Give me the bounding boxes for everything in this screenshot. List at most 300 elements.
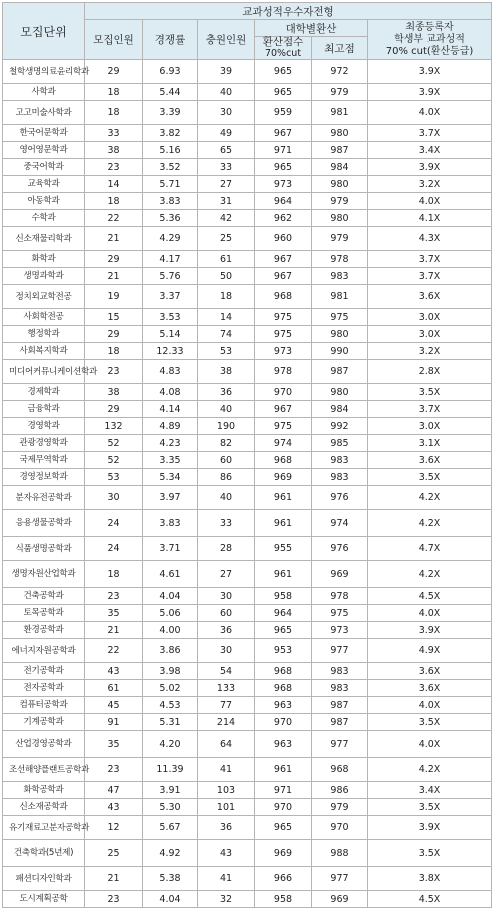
table-row bbox=[3, 435, 492, 452]
dept-cell: 에너지자원공학과 bbox=[3, 639, 85, 663]
max-score-cell: 981 bbox=[312, 101, 368, 125]
max-score-cell: 976 bbox=[312, 537, 368, 561]
dept-cell: 수학과 bbox=[3, 210, 85, 227]
table-row bbox=[3, 401, 492, 418]
grade-cell: 4.0X bbox=[368, 101, 492, 125]
filled-cell: 33 bbox=[198, 159, 255, 176]
conv-cut-cell: 965 bbox=[255, 622, 312, 639]
table-row bbox=[3, 537, 492, 561]
conv-cut-cell: 966 bbox=[255, 867, 312, 891]
grade-cell: 4.0X bbox=[368, 193, 492, 210]
table-row bbox=[3, 867, 492, 891]
header-conv-score bbox=[255, 37, 312, 60]
table-row bbox=[3, 799, 492, 816]
grade-cell: 3.9X bbox=[368, 84, 492, 101]
rate-cell: 4.61 bbox=[143, 561, 198, 588]
rate-cell: 4.29 bbox=[143, 227, 198, 251]
grade-cell: 3.7X bbox=[368, 125, 492, 142]
rate-cell: 4.23 bbox=[143, 435, 198, 452]
table-row bbox=[3, 510, 492, 537]
rate-cell: 5.34 bbox=[143, 469, 198, 486]
grade-cell: 4.9X bbox=[368, 639, 492, 663]
filled-cell: 41 bbox=[198, 758, 255, 782]
grade-cell: 3.5X bbox=[368, 714, 492, 731]
rate-cell: 6.93 bbox=[143, 60, 198, 84]
rate-cell: 4.92 bbox=[143, 840, 198, 867]
grade-cell: 3.7X bbox=[368, 268, 492, 285]
max-score-cell: 981 bbox=[312, 285, 368, 309]
rate-cell: 5.76 bbox=[143, 268, 198, 285]
conv-cut-cell: 975 bbox=[255, 418, 312, 435]
grade-cell: 3.7X bbox=[368, 251, 492, 268]
dept-cell: 식품생명공학과 bbox=[3, 537, 85, 561]
quota-cell: 38 bbox=[85, 384, 143, 401]
header-dept: 모집단위 bbox=[3, 3, 85, 60]
filled-cell: 31 bbox=[198, 193, 255, 210]
table-row bbox=[3, 891, 492, 908]
rate-cell: 3.39 bbox=[143, 101, 198, 125]
header-quota: 모집인원 bbox=[85, 20, 143, 60]
rate-cell: 3.71 bbox=[143, 537, 198, 561]
quota-cell: 18 bbox=[85, 561, 143, 588]
dept-cell: 응용생물공학과 bbox=[3, 510, 85, 537]
filled-cell: 64 bbox=[198, 731, 255, 758]
filled-cell: 30 bbox=[198, 639, 255, 663]
quota-cell: 35 bbox=[85, 731, 143, 758]
dept-cell: 중국어학과 bbox=[3, 159, 85, 176]
header-conv-70cut: 70%cut bbox=[264, 48, 302, 59]
filled-cell: 74 bbox=[198, 326, 255, 343]
header-final-line2: 학생부 교과성적 bbox=[394, 33, 465, 45]
table-row bbox=[3, 622, 492, 639]
quota-cell: 18 bbox=[85, 84, 143, 101]
dept-cell: 전자공학과 bbox=[3, 680, 85, 697]
table-row bbox=[3, 605, 492, 622]
max-score-cell: 974 bbox=[312, 510, 368, 537]
max-score-cell: 972 bbox=[312, 60, 368, 84]
rate-cell: 4.83 bbox=[143, 360, 198, 384]
dept-cell: 기계공학과 bbox=[3, 714, 85, 731]
conv-cut-cell: 962 bbox=[255, 210, 312, 227]
rate-cell: 5.02 bbox=[143, 680, 198, 697]
grade-cell: 3.5X bbox=[368, 384, 492, 401]
quota-cell: 23 bbox=[85, 159, 143, 176]
grade-cell: 4.2X bbox=[368, 561, 492, 588]
max-score-cell: 978 bbox=[312, 251, 368, 268]
rate-cell: 5.38 bbox=[143, 867, 198, 891]
max-score-cell: 983 bbox=[312, 469, 368, 486]
grade-cell: 3.6X bbox=[368, 452, 492, 469]
filled-cell: 82 bbox=[198, 435, 255, 452]
filled-cell: 50 bbox=[198, 268, 255, 285]
max-score-cell: 979 bbox=[312, 84, 368, 101]
filled-cell: 36 bbox=[198, 384, 255, 401]
grade-cell: 3.6X bbox=[368, 285, 492, 309]
rate-cell: 3.86 bbox=[143, 639, 198, 663]
conv-cut-cell: 961 bbox=[255, 486, 312, 510]
conv-cut-cell: 965 bbox=[255, 60, 312, 84]
table-row bbox=[3, 101, 492, 125]
filled-cell: 40 bbox=[198, 486, 255, 510]
quota-cell: 33 bbox=[85, 125, 143, 142]
quota-cell: 45 bbox=[85, 697, 143, 714]
header-group: 교과성적우수자전형 bbox=[85, 3, 492, 20]
grade-cell: 3.2X bbox=[368, 343, 492, 360]
max-score-cell: 979 bbox=[312, 799, 368, 816]
dept-cell: 아동학과 bbox=[3, 193, 85, 210]
filled-cell: 49 bbox=[198, 125, 255, 142]
rate-cell: 3.98 bbox=[143, 663, 198, 680]
max-score-cell: 992 bbox=[312, 418, 368, 435]
grade-cell: 4.1X bbox=[368, 210, 492, 227]
grade-cell: 4.2X bbox=[368, 510, 492, 537]
dept-cell: 도시계획공학 bbox=[3, 891, 85, 908]
table-row bbox=[3, 210, 492, 227]
grade-cell: 4.5X bbox=[368, 891, 492, 908]
filled-cell: 28 bbox=[198, 537, 255, 561]
conv-cut-cell: 964 bbox=[255, 193, 312, 210]
quota-cell: 43 bbox=[85, 799, 143, 816]
dept-cell: 사회학전공 bbox=[3, 309, 85, 326]
table-row bbox=[3, 268, 492, 285]
max-score-cell: 983 bbox=[312, 452, 368, 469]
table-row bbox=[3, 326, 492, 343]
quota-cell: 22 bbox=[85, 639, 143, 663]
quota-cell: 29 bbox=[85, 326, 143, 343]
rate-cell: 3.52 bbox=[143, 159, 198, 176]
max-score-cell: 977 bbox=[312, 867, 368, 891]
quota-cell: 22 bbox=[85, 210, 143, 227]
dept-cell: 산업경영공학과 bbox=[3, 731, 85, 758]
max-score-cell: 987 bbox=[312, 697, 368, 714]
filled-cell: 65 bbox=[198, 142, 255, 159]
quota-cell: 29 bbox=[85, 401, 143, 418]
quota-cell: 23 bbox=[85, 758, 143, 782]
dept-cell: 정치외교학전공 bbox=[3, 285, 85, 309]
dept-cell: 조선해양플랜트공학과 bbox=[3, 758, 85, 782]
filled-cell: 60 bbox=[198, 452, 255, 469]
max-score-cell: 977 bbox=[312, 731, 368, 758]
table-row bbox=[3, 125, 492, 142]
quota-cell: 14 bbox=[85, 176, 143, 193]
rate-cell: 4.04 bbox=[143, 891, 198, 908]
max-score-cell: 983 bbox=[312, 663, 368, 680]
filled-cell: 27 bbox=[198, 561, 255, 588]
rate-cell: 3.35 bbox=[143, 452, 198, 469]
conv-cut-cell: 958 bbox=[255, 588, 312, 605]
conv-cut-cell: 953 bbox=[255, 639, 312, 663]
grade-cell: 3.9X bbox=[368, 60, 492, 84]
quota-cell: 19 bbox=[85, 285, 143, 309]
grade-cell: 3.0X bbox=[368, 418, 492, 435]
table-row bbox=[3, 816, 492, 840]
table-header bbox=[3, 3, 492, 60]
dept-cell: 생명자원산업학과 bbox=[3, 561, 85, 588]
dept-cell: 생명과학과 bbox=[3, 268, 85, 285]
quota-cell: 21 bbox=[85, 227, 143, 251]
rate-cell: 4.08 bbox=[143, 384, 198, 401]
quota-cell: 12 bbox=[85, 816, 143, 840]
rate-cell: 3.82 bbox=[143, 125, 198, 142]
dept-cell: 교육학과 bbox=[3, 176, 85, 193]
conv-cut-cell: 961 bbox=[255, 510, 312, 537]
filled-cell: 190 bbox=[198, 418, 255, 435]
table-row bbox=[3, 697, 492, 714]
grade-cell: 3.5X bbox=[368, 469, 492, 486]
header-rate: 경쟁률 bbox=[143, 20, 198, 60]
filled-cell: 42 bbox=[198, 210, 255, 227]
dept-cell: 컴퓨터공학과 bbox=[3, 697, 85, 714]
max-score-cell: 973 bbox=[312, 622, 368, 639]
grade-cell: 3.6X bbox=[368, 663, 492, 680]
conv-cut-cell: 971 bbox=[255, 142, 312, 159]
conv-cut-cell: 963 bbox=[255, 697, 312, 714]
grade-cell: 4.0X bbox=[368, 697, 492, 714]
max-score-cell: 990 bbox=[312, 343, 368, 360]
dept-cell: 환경공학과 bbox=[3, 622, 85, 639]
max-score-cell: 980 bbox=[312, 384, 368, 401]
table-row bbox=[3, 452, 492, 469]
quota-cell: 30 bbox=[85, 486, 143, 510]
rate-cell: 4.89 bbox=[143, 418, 198, 435]
conv-cut-cell: 959 bbox=[255, 101, 312, 125]
header-conv-group: 대학별환산 bbox=[255, 20, 368, 37]
filled-cell: 103 bbox=[198, 782, 255, 799]
dept-cell: 관광경영학과 bbox=[3, 435, 85, 452]
table-row bbox=[3, 731, 492, 758]
dept-cell: 화학공학과 bbox=[3, 782, 85, 799]
conv-cut-cell: 967 bbox=[255, 125, 312, 142]
rate-cell: 3.83 bbox=[143, 510, 198, 537]
quota-cell: 52 bbox=[85, 435, 143, 452]
table-row bbox=[3, 142, 492, 159]
table-row bbox=[3, 758, 492, 782]
header-final bbox=[368, 20, 492, 60]
quota-cell: 132 bbox=[85, 418, 143, 435]
quota-cell: 47 bbox=[85, 782, 143, 799]
dept-cell: 사회복지학과 bbox=[3, 343, 85, 360]
rate-cell: 3.91 bbox=[143, 782, 198, 799]
table-row bbox=[3, 176, 492, 193]
conv-cut-cell: 971 bbox=[255, 782, 312, 799]
quota-cell: 23 bbox=[85, 360, 143, 384]
max-score-cell: 980 bbox=[312, 326, 368, 343]
conv-cut-cell: 969 bbox=[255, 469, 312, 486]
rate-cell: 4.14 bbox=[143, 401, 198, 418]
filled-cell: 101 bbox=[198, 799, 255, 816]
conv-cut-cell: 964 bbox=[255, 605, 312, 622]
table-row bbox=[3, 782, 492, 799]
table-row bbox=[3, 418, 492, 435]
dept-cell: 경제학과 bbox=[3, 384, 85, 401]
quota-cell: 23 bbox=[85, 588, 143, 605]
rate-cell: 5.71 bbox=[143, 176, 198, 193]
filled-cell: 77 bbox=[198, 697, 255, 714]
filled-cell: 30 bbox=[198, 101, 255, 125]
rate-cell: 3.53 bbox=[143, 309, 198, 326]
max-score-cell: 978 bbox=[312, 588, 368, 605]
dept-cell: 영어영문학과 bbox=[3, 142, 85, 159]
max-score-cell: 987 bbox=[312, 714, 368, 731]
quota-cell: 29 bbox=[85, 251, 143, 268]
dept-cell: 한국어문학과 bbox=[3, 125, 85, 142]
quota-cell: 25 bbox=[85, 840, 143, 867]
max-score-cell: 975 bbox=[312, 309, 368, 326]
quota-cell: 38 bbox=[85, 142, 143, 159]
table-row bbox=[3, 60, 492, 84]
conv-cut-cell: 967 bbox=[255, 251, 312, 268]
filled-cell: 32 bbox=[198, 891, 255, 908]
grade-cell: 3.4X bbox=[368, 142, 492, 159]
dept-cell: 미디어커뮤니케이션학과 bbox=[3, 360, 85, 384]
grade-cell: 4.5X bbox=[368, 588, 492, 605]
grade-cell: 3.1X bbox=[368, 435, 492, 452]
grade-cell: 3.0X bbox=[368, 326, 492, 343]
grade-cell: 3.9X bbox=[368, 159, 492, 176]
grade-cell: 3.5X bbox=[368, 840, 492, 867]
dept-cell: 사학과 bbox=[3, 84, 85, 101]
filled-cell: 25 bbox=[198, 227, 255, 251]
header-final-line3: 70% cut(환산등급) bbox=[385, 45, 474, 57]
quota-cell: 91 bbox=[85, 714, 143, 731]
header-filled: 충원인원 bbox=[198, 20, 255, 60]
table-row bbox=[3, 227, 492, 251]
conv-cut-cell: 965 bbox=[255, 84, 312, 101]
rate-cell: 4.20 bbox=[143, 731, 198, 758]
conv-cut-cell: 974 bbox=[255, 435, 312, 452]
conv-cut-cell: 963 bbox=[255, 731, 312, 758]
conv-cut-cell: 965 bbox=[255, 159, 312, 176]
max-score-cell: 980 bbox=[312, 125, 368, 142]
quota-cell: 29 bbox=[85, 60, 143, 84]
dept-cell: 경영정보학과 bbox=[3, 469, 85, 486]
dept-cell: 화학과 bbox=[3, 251, 85, 268]
conv-cut-cell: 968 bbox=[255, 285, 312, 309]
quota-cell: 18 bbox=[85, 101, 143, 125]
conv-cut-cell: 968 bbox=[255, 663, 312, 680]
filled-cell: 86 bbox=[198, 469, 255, 486]
filled-cell: 60 bbox=[198, 605, 255, 622]
table-row bbox=[3, 639, 492, 663]
grade-cell: 2.8X bbox=[368, 360, 492, 384]
filled-cell: 38 bbox=[198, 360, 255, 384]
filled-cell: 133 bbox=[198, 680, 255, 697]
conv-cut-cell: 970 bbox=[255, 799, 312, 816]
dept-cell: 패션디자인학과 bbox=[3, 867, 85, 891]
grade-cell: 3.9X bbox=[368, 816, 492, 840]
dept-cell: 분자유전공학과 bbox=[3, 486, 85, 510]
quota-cell: 18 bbox=[85, 343, 143, 360]
filled-cell: 18 bbox=[198, 285, 255, 309]
dept-cell: 경영학과 bbox=[3, 418, 85, 435]
quota-cell: 24 bbox=[85, 537, 143, 561]
table-row bbox=[3, 680, 492, 697]
conv-cut-cell: 961 bbox=[255, 561, 312, 588]
max-score-cell: 979 bbox=[312, 227, 368, 251]
grade-cell: 3.9X bbox=[368, 622, 492, 639]
table-row bbox=[3, 193, 492, 210]
conv-cut-cell: 973 bbox=[255, 343, 312, 360]
conv-cut-cell: 970 bbox=[255, 384, 312, 401]
dept-cell: 신소재공학과 bbox=[3, 799, 85, 816]
conv-cut-cell: 973 bbox=[255, 176, 312, 193]
filled-cell: 27 bbox=[198, 176, 255, 193]
header-final-line1: 최종등록자 bbox=[405, 21, 454, 33]
dept-cell: 국제무역학과 bbox=[3, 452, 85, 469]
conv-cut-cell: 968 bbox=[255, 452, 312, 469]
grade-cell: 3.5X bbox=[368, 799, 492, 816]
conv-cut-cell: 975 bbox=[255, 326, 312, 343]
quota-cell: 15 bbox=[85, 309, 143, 326]
table-row bbox=[3, 588, 492, 605]
conv-cut-cell: 969 bbox=[255, 840, 312, 867]
header-conv-score-label: 환산점수 bbox=[262, 36, 304, 48]
table-row bbox=[3, 84, 492, 101]
dept-cell: 토목공학과 bbox=[3, 605, 85, 622]
grade-cell: 3.7X bbox=[368, 401, 492, 418]
dept-cell: 고고미술사학과 bbox=[3, 101, 85, 125]
quota-cell: 21 bbox=[85, 268, 143, 285]
filled-cell: 30 bbox=[198, 588, 255, 605]
table-row bbox=[3, 285, 492, 309]
grade-cell: 4.2X bbox=[368, 758, 492, 782]
max-score-cell: 986 bbox=[312, 782, 368, 799]
max-score-cell: 983 bbox=[312, 680, 368, 697]
dept-cell: 행정학과 bbox=[3, 326, 85, 343]
rate-cell: 5.31 bbox=[143, 714, 198, 731]
max-score-cell: 988 bbox=[312, 840, 368, 867]
quota-cell: 43 bbox=[85, 663, 143, 680]
quota-cell: 24 bbox=[85, 510, 143, 537]
max-score-cell: 980 bbox=[312, 176, 368, 193]
filled-cell: 14 bbox=[198, 309, 255, 326]
max-score-cell: 969 bbox=[312, 891, 368, 908]
admission-results-document bbox=[2, 2, 491, 908]
dept-cell: 건축학과(5년제) bbox=[3, 840, 85, 867]
filled-cell: 33 bbox=[198, 510, 255, 537]
rate-cell: 5.14 bbox=[143, 326, 198, 343]
table-row bbox=[3, 360, 492, 384]
table-body bbox=[3, 60, 492, 908]
grade-cell: 4.0X bbox=[368, 605, 492, 622]
quota-cell: 61 bbox=[85, 680, 143, 697]
max-score-cell: 984 bbox=[312, 159, 368, 176]
dept-cell: 신소재물리학과 bbox=[3, 227, 85, 251]
rate-cell: 4.53 bbox=[143, 697, 198, 714]
grade-cell: 4.2X bbox=[368, 486, 492, 510]
filled-cell: 40 bbox=[198, 401, 255, 418]
conv-cut-cell: 958 bbox=[255, 891, 312, 908]
filled-cell: 39 bbox=[198, 60, 255, 84]
grade-cell: 4.7X bbox=[368, 537, 492, 561]
table-row bbox=[3, 309, 492, 326]
rate-cell: 5.06 bbox=[143, 605, 198, 622]
rate-cell: 4.00 bbox=[143, 622, 198, 639]
quota-cell: 18 bbox=[85, 193, 143, 210]
max-score-cell: 979 bbox=[312, 193, 368, 210]
rate-cell: 5.16 bbox=[143, 142, 198, 159]
max-score-cell: 976 bbox=[312, 486, 368, 510]
max-score-cell: 970 bbox=[312, 816, 368, 840]
grade-cell: 3.2X bbox=[368, 176, 492, 193]
rate-cell: 11.39 bbox=[143, 758, 198, 782]
rate-cell: 5.67 bbox=[143, 816, 198, 840]
filled-cell: 36 bbox=[198, 816, 255, 840]
conv-cut-cell: 970 bbox=[255, 714, 312, 731]
filled-cell: 54 bbox=[198, 663, 255, 680]
rate-cell: 5.36 bbox=[143, 210, 198, 227]
grade-cell: 3.6X bbox=[368, 680, 492, 697]
